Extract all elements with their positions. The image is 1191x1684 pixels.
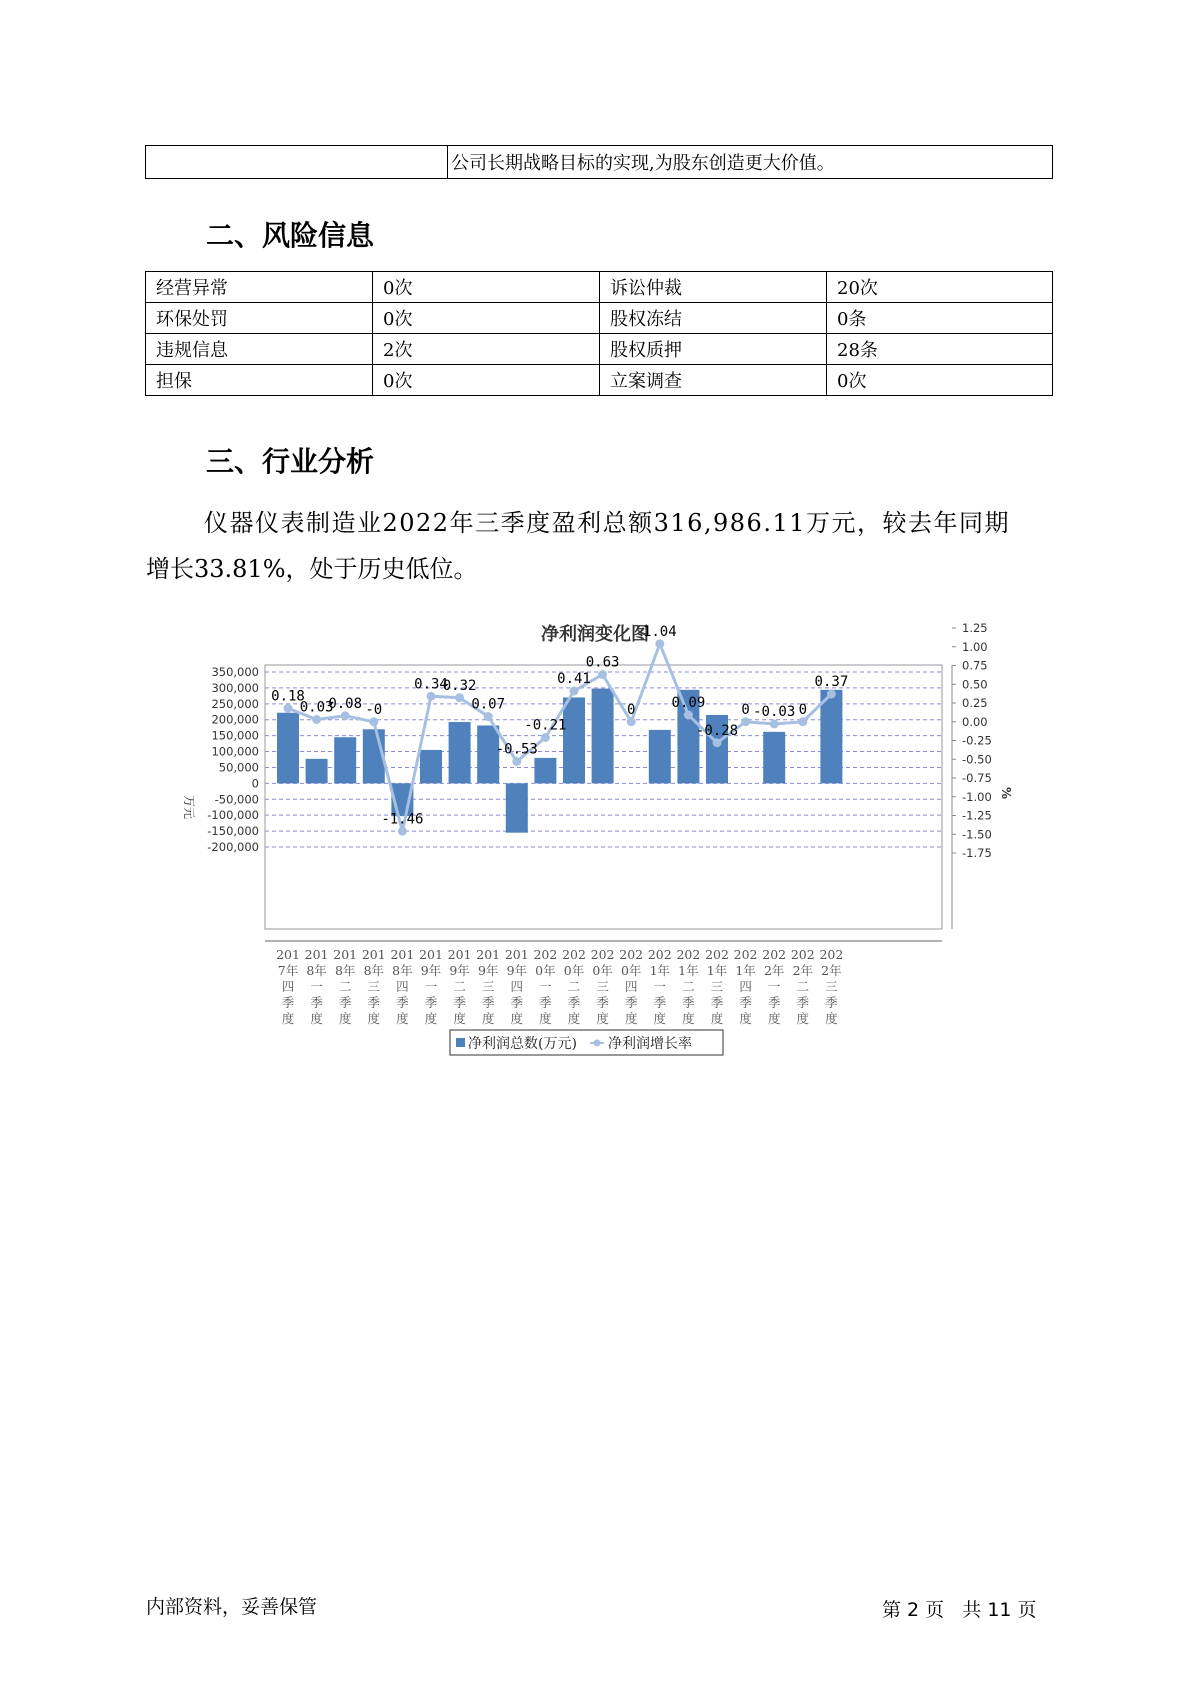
table-row xyxy=(146,365,1053,396)
section-title-industry: 三、行业分析 xyxy=(206,445,375,478)
growth-rate-point xyxy=(427,692,436,701)
growth-rate-point xyxy=(713,738,722,747)
growth-rate-point xyxy=(369,717,378,726)
legend-bar-swatch xyxy=(456,1038,465,1047)
data-label: 0.03 xyxy=(299,699,334,716)
data-label: 0 xyxy=(798,701,808,718)
risk-value: 28条 xyxy=(827,334,1053,365)
risk-value: 0次 xyxy=(373,272,600,303)
bar xyxy=(420,750,442,783)
footer-page-number: 第 2 页 共 11 页 xyxy=(882,1599,1037,1621)
data-label: 0.07 xyxy=(471,696,506,713)
x-tick-label: 201 9年二季度 xyxy=(447,947,472,1026)
x-tick-label: 202 1年二季度 xyxy=(676,947,701,1026)
data-label: 0.63 xyxy=(585,654,620,671)
growth-rate-point xyxy=(684,711,693,720)
legend xyxy=(450,1030,723,1055)
legend-line-label: 净利润增长率 xyxy=(608,1036,692,1052)
y-tick-label: 100,000 xyxy=(211,744,259,759)
top-table xyxy=(145,145,1053,179)
x-tick-label: 202 0年一季度 xyxy=(533,947,558,1026)
x-tick-label: 202 2年一季度 xyxy=(762,947,787,1026)
data-label: -0 xyxy=(365,701,383,718)
x-tick-label: 201 8年四季度 xyxy=(390,947,415,1026)
y2-tick-label: -0.25 xyxy=(962,733,992,748)
data-label: 0 xyxy=(626,701,636,718)
data-label: 0.09 xyxy=(671,695,706,711)
table-row xyxy=(146,334,1053,365)
data-label: 0.32 xyxy=(442,677,477,694)
y2-tick-label: 0.75 xyxy=(962,658,988,673)
line-series xyxy=(271,624,848,836)
y-tick-label: 150,000 xyxy=(211,728,259,743)
y-tick-label: 350,000 xyxy=(211,665,259,679)
y2-tick-label: 0.50 xyxy=(962,677,988,692)
growth-rate-point xyxy=(312,715,321,724)
x-tick-label: 202 2年二季度 xyxy=(790,947,815,1026)
bar xyxy=(306,759,328,784)
x-tick-label: 201 9年四季度 xyxy=(504,947,529,1026)
bar xyxy=(649,730,671,783)
y-tick-label: -50,000 xyxy=(214,792,259,807)
y-tick-label: 250,000 xyxy=(211,696,259,711)
net-profit-chart xyxy=(170,615,1030,1075)
data-label: 0 xyxy=(741,701,750,718)
bar xyxy=(820,690,842,784)
y2-tick-label: 1.25 xyxy=(962,621,988,635)
y2-tick-label: 0.25 xyxy=(962,696,988,710)
growth-rate-point xyxy=(398,827,407,836)
x-tick-label: 202 1年一季度 xyxy=(647,947,672,1026)
y-tick-label: 0 xyxy=(251,776,259,791)
y-axis-ticks xyxy=(207,665,259,854)
risk-label: 环保处罚 xyxy=(146,303,373,334)
data-label: 0.37 xyxy=(814,674,849,690)
data-label: 0.34 xyxy=(414,676,448,693)
bar xyxy=(334,737,356,783)
risk-value: 0次 xyxy=(373,365,600,396)
risk-label: 担保 xyxy=(146,365,373,396)
x-tick-label: 201 8年三季度 xyxy=(361,947,386,1026)
growth-rate-point xyxy=(598,670,607,679)
x-tick-label: 201 9年一季度 xyxy=(419,947,443,1026)
risk-value: 0次 xyxy=(827,365,1053,396)
y2-tick-label: -1.25 xyxy=(962,808,992,823)
growth-rate-point xyxy=(341,711,350,720)
y2-axis-ticks xyxy=(952,621,992,929)
risk-label: 股权质押 xyxy=(600,334,827,365)
risk-label: 股权冻结 xyxy=(600,303,827,334)
growth-rate-point xyxy=(570,687,579,696)
data-label: 0.18 xyxy=(271,688,305,705)
growth-rate-point xyxy=(741,717,750,726)
bar xyxy=(449,722,471,783)
x-tick-label: 202 1年三季度 xyxy=(705,947,729,1026)
x-tick-label: 202 2年三季度 xyxy=(819,947,844,1026)
risk-label: 违规信息 xyxy=(146,334,373,365)
legend-bar-label: 净利润总数(万元) xyxy=(468,1036,577,1052)
y-tick-label: -100,000 xyxy=(207,808,259,823)
y-tick-label: 200,000 xyxy=(211,712,259,727)
y2-axis-label: % xyxy=(999,787,1013,800)
y2-tick-label: -1.75 xyxy=(962,846,992,860)
top-table-right-cell: 公司长期战略目标的实现,为股东创造更大价值。 xyxy=(448,146,1053,179)
legend-line-dot xyxy=(594,1040,601,1047)
risk-value: 2次 xyxy=(373,334,600,365)
data-label: -0.03 xyxy=(753,704,796,720)
growth-rate-point xyxy=(284,704,293,713)
x-tick-label: 202 0年二季度 xyxy=(562,947,586,1026)
growth-rate-point xyxy=(484,712,493,721)
section-title-risk: 二、风险信息 xyxy=(206,219,375,252)
x-tick-label: 202 1年四季度 xyxy=(733,947,758,1026)
data-label: 1.04 xyxy=(642,623,677,640)
risk-value: 0条 xyxy=(827,303,1053,334)
data-label: 0.41 xyxy=(557,671,591,687)
x-tick-label: 201 8年二季度 xyxy=(333,947,358,1026)
risk-value: 20次 xyxy=(827,272,1053,303)
data-label: -0.53 xyxy=(495,741,538,758)
growth-rate-point xyxy=(798,717,807,726)
data-label: 0.08 xyxy=(328,695,363,712)
bar xyxy=(563,697,585,783)
y-tick-label: 300,000 xyxy=(211,680,259,695)
chart-title: 净利润变化图 xyxy=(541,624,649,645)
growth-rate-point xyxy=(627,717,636,726)
growth-rate-point xyxy=(770,720,779,729)
risk-label: 立案调查 xyxy=(600,365,827,396)
risk-label: 经营异常 xyxy=(146,272,373,303)
y2-tick-label: -0.75 xyxy=(962,771,992,785)
bar xyxy=(506,783,528,832)
y-tick-label: 50,000 xyxy=(218,760,259,775)
data-label: -0.28 xyxy=(695,722,739,739)
footer-left: 内部资料，妥善保管 xyxy=(146,1596,318,1618)
growth-rate-point xyxy=(455,693,464,702)
industry-paragraph-line2: 增长33.81%，处于历史低位。 xyxy=(146,555,478,583)
bar xyxy=(277,713,299,784)
x-tick-label: 201 7年四季度 xyxy=(276,947,300,1026)
bar xyxy=(763,732,785,784)
risk-table xyxy=(145,271,1053,396)
x-axis-labels xyxy=(276,947,843,1026)
x-tick-label: 201 9年三季度 xyxy=(476,947,501,1026)
x-tick-label: 202 0年四季度 xyxy=(619,947,644,1026)
table-row xyxy=(146,272,1053,303)
industry-paragraph-line1: 仪器仪表制造业2022年三季度盈利总额316,986.11万元，较去年同期 xyxy=(204,509,1010,537)
y-tick-label: -200,000 xyxy=(207,840,259,854)
data-label: -0.21 xyxy=(524,717,567,734)
growth-rate-point xyxy=(512,757,521,766)
bar xyxy=(534,758,556,783)
top-table-left-cell xyxy=(146,146,448,179)
table-row xyxy=(146,303,1053,334)
growth-rate-point xyxy=(541,733,550,742)
y2-tick-label: 0.00 xyxy=(962,714,988,729)
y-axis-label: 万元 xyxy=(182,795,196,820)
growth-rate-point xyxy=(827,690,836,699)
risk-label: 诉讼仲裁 xyxy=(600,272,827,303)
y-tick-label: -150,000 xyxy=(207,824,259,839)
bar xyxy=(592,689,614,784)
y2-tick-label: -0.50 xyxy=(962,752,992,767)
y2-tick-label: -1.50 xyxy=(962,827,992,842)
x-tick-label: 201 8年一季度 xyxy=(304,947,329,1026)
data-label: -1.46 xyxy=(381,811,424,828)
y2-tick-label: 1.00 xyxy=(962,639,988,654)
x-tick-label: 202 0年三季度 xyxy=(590,947,615,1026)
y2-tick-label: -1.00 xyxy=(962,789,992,804)
growth-rate-point xyxy=(655,639,664,648)
risk-value: 0次 xyxy=(373,303,600,334)
